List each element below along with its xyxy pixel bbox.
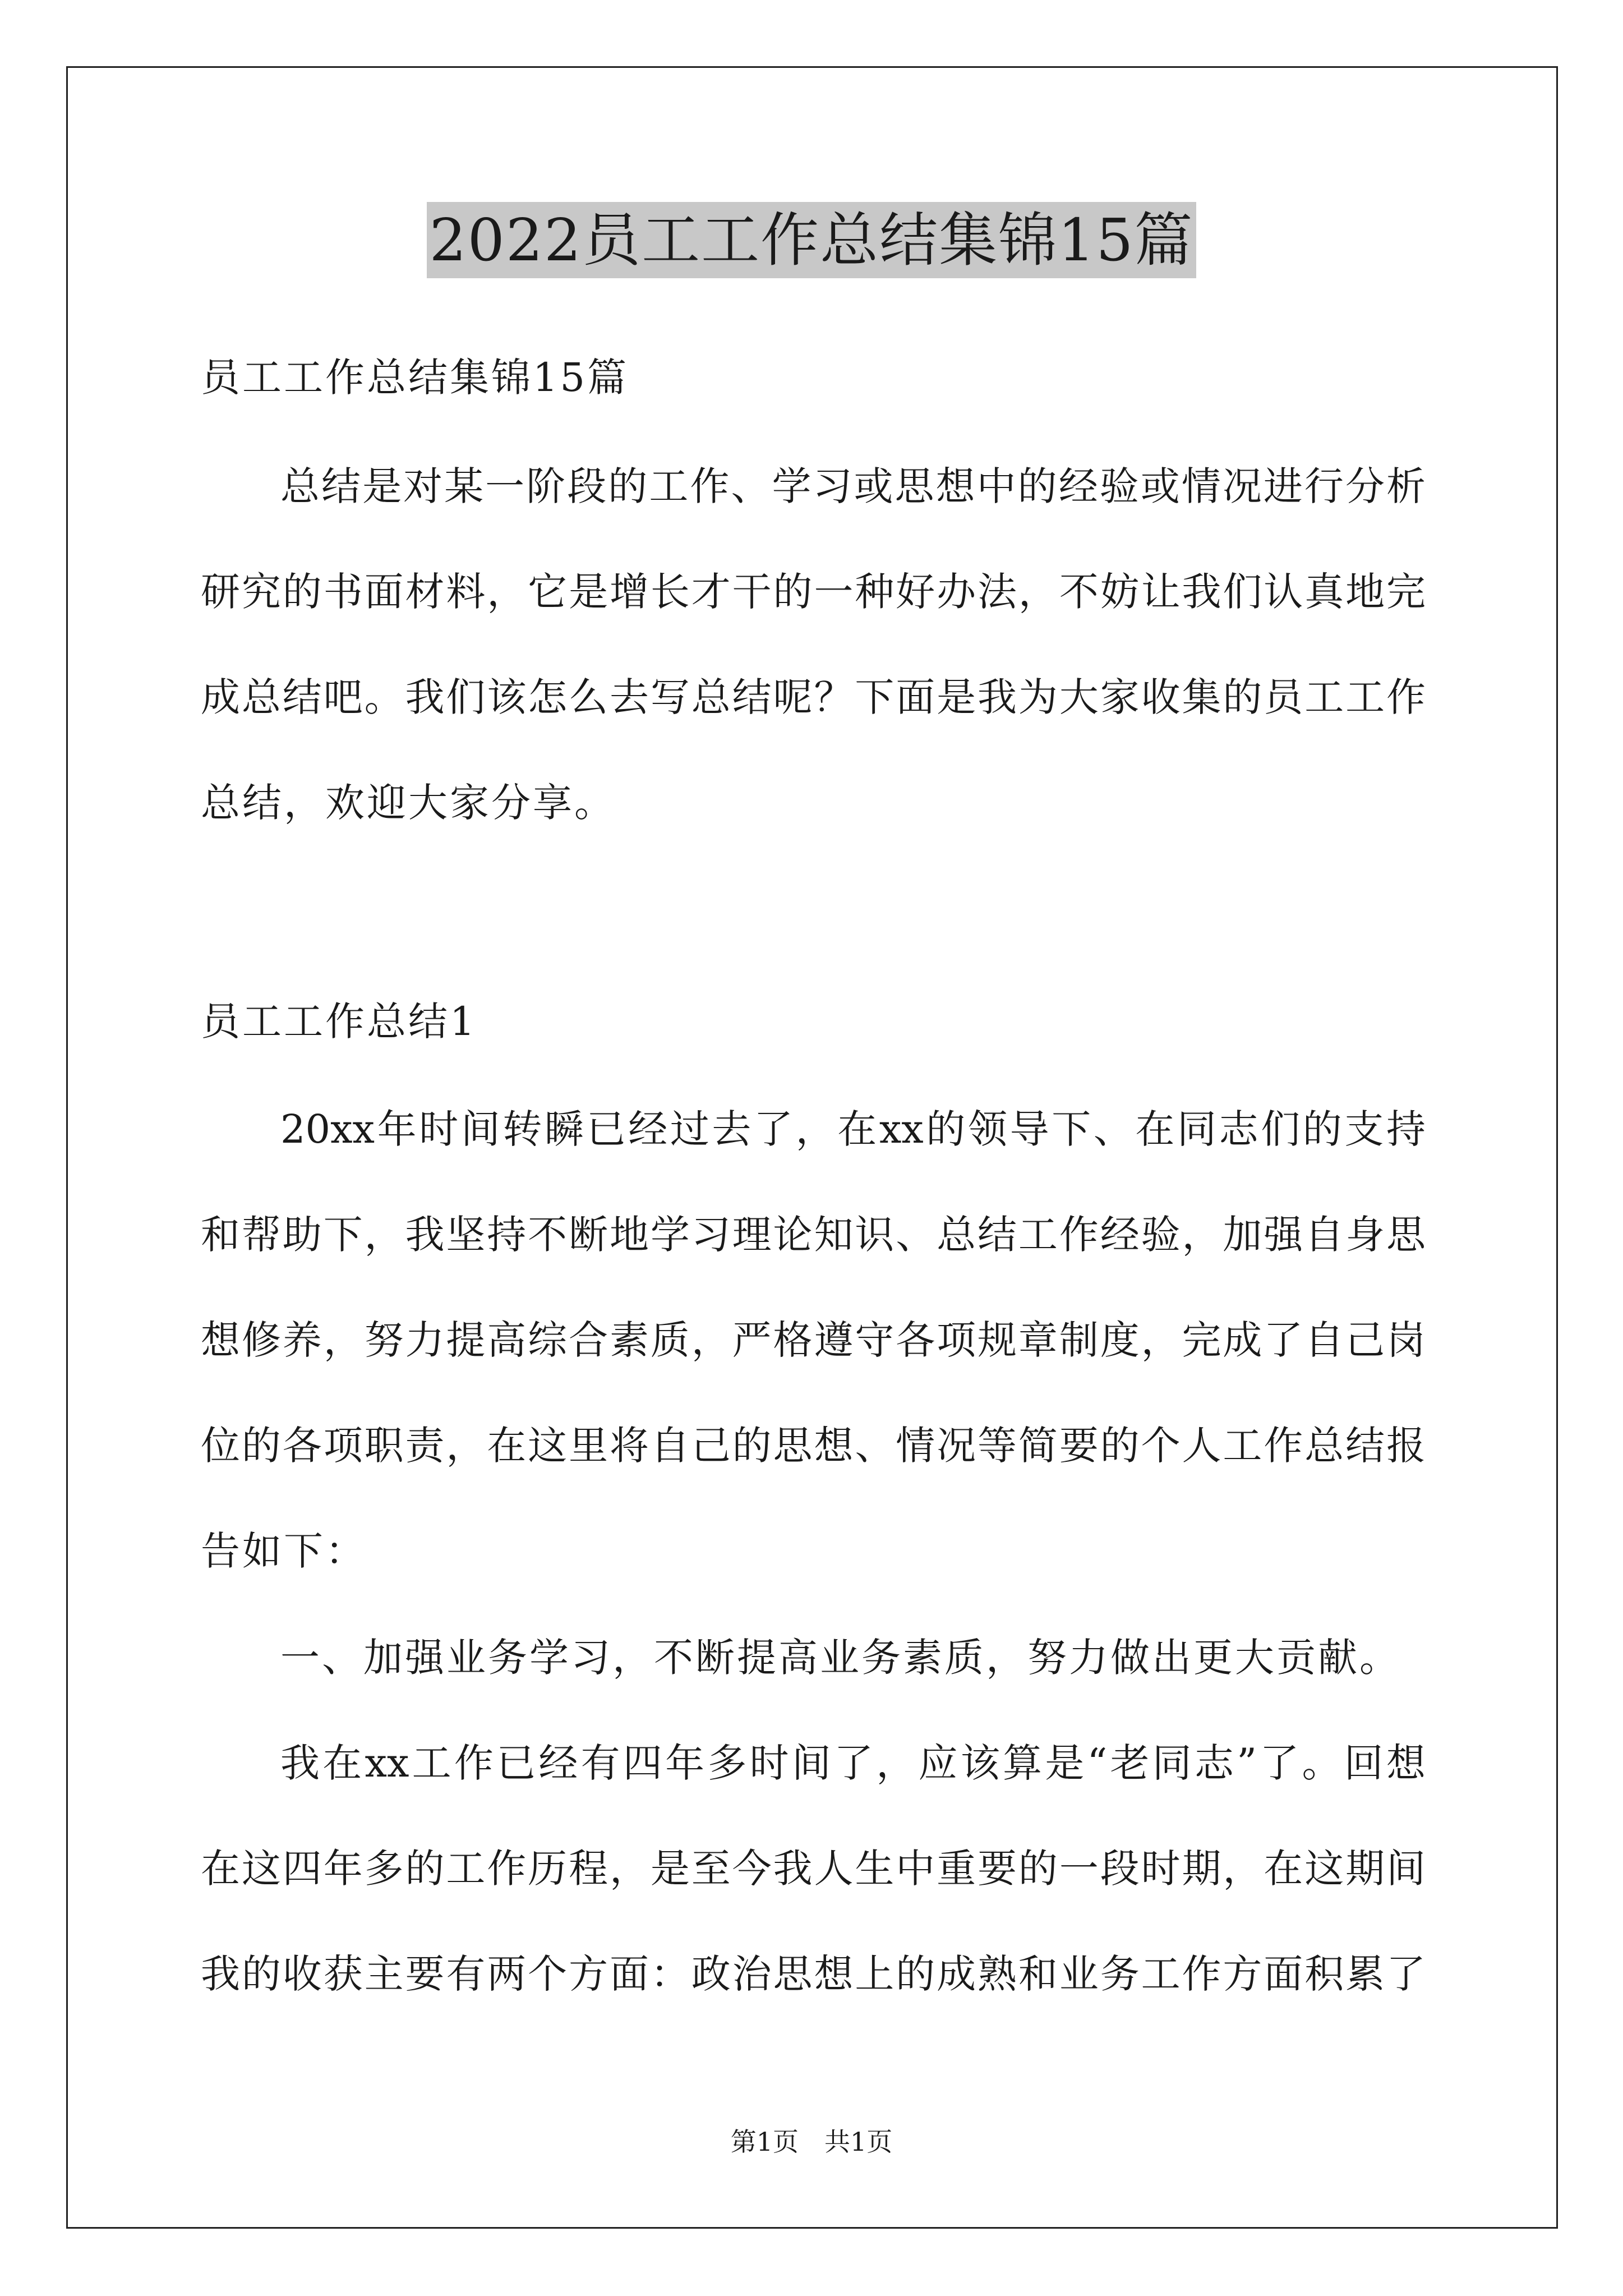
intro-line-3: 成总结吧。我们该怎么去写总结呢？下面是我为大家收集的员工工作 bbox=[201, 674, 1426, 720]
body-line-6: 我在xx工作已经有四年多时间了，应该算是“老同志”了。回想 bbox=[280, 1740, 1426, 1786]
intro-line-4: 总结，欢迎大家分享。 bbox=[201, 780, 616, 826]
page-footer: 第1页 共1页 bbox=[730, 2127, 893, 2157]
body-line-5: 告如下： bbox=[201, 1528, 367, 1574]
body-line-1: 20xx年时间转瞬已经过去了，在xx的领导下、在同志们的支持 bbox=[280, 1106, 1426, 1152]
body-line-7: 在这四年多的工作历程，是至今我人生中重要的一段时期，在这期间 bbox=[201, 1846, 1426, 1892]
body-line-4: 位的各项职责，在这里将自己的思想、情况等简要的个人工作总结报 bbox=[201, 1423, 1426, 1469]
body-line-2: 和帮助下，我坚持不断地学习理论知识、总结工作经验，加强自身思 bbox=[201, 1212, 1426, 1258]
point-heading-1: 一、加强业务学习，不断提高业务素质，努力做出更大贡献。 bbox=[280, 1635, 1401, 1681]
intro-line-2: 研究的书面材料，它是增长才干的一种好办法，不妨让我们认真地完 bbox=[201, 569, 1426, 615]
document-title: 2022员工工作总结集锦15篇 bbox=[427, 202, 1196, 278]
title-wrap bbox=[0, 202, 1623, 278]
section-heading-1: 员工工作总结1 bbox=[201, 999, 477, 1045]
intro-line-1: 总结是对某一阶段的工作、学习或思想中的经验或情况进行分析 bbox=[280, 463, 1426, 509]
body-line-3: 想修养，努力提高综合素质，严格遵守各项规章制度，完成了自己岗 bbox=[201, 1317, 1426, 1363]
body-line-8: 我的收获主要有两个方面：政治思想上的成熟和业务工作方面积累了 bbox=[201, 1951, 1426, 1997]
subtitle-line: 员工工作总结集锦15篇 bbox=[201, 355, 629, 401]
